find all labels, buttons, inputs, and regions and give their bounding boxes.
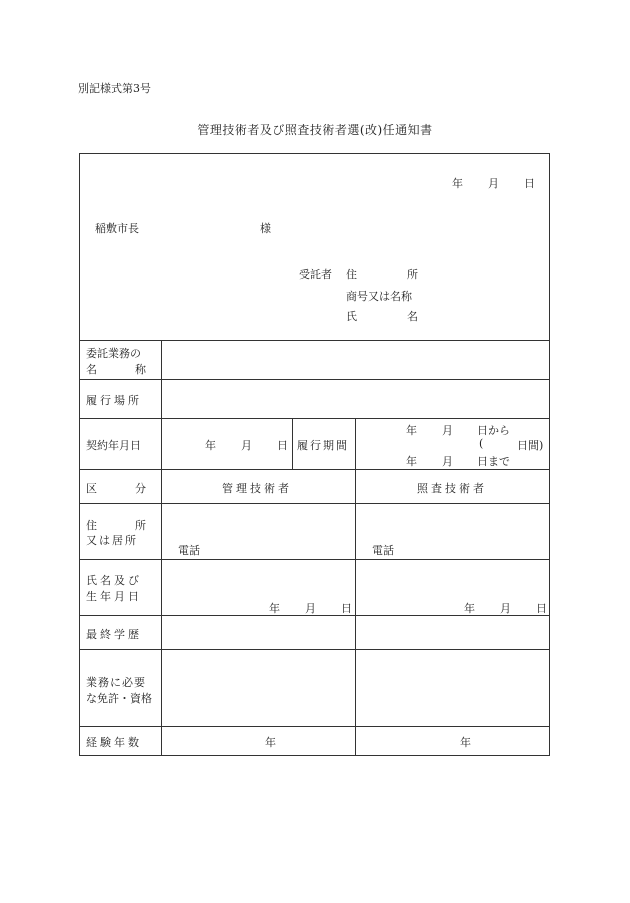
contract-year-label: 年 [205,439,216,452]
checker-experience-unit: 年 [460,736,471,749]
contractor-name-label: 氏 名 [346,310,418,323]
manager-birth-month: 月 [305,602,316,615]
period-from-suffix: 日から [477,424,510,437]
contract-day-label: 日 [277,439,288,452]
period-from-year: 年 [406,424,417,437]
work-name-label-line2: 名 称 [86,363,146,376]
manager-phone-label: 電話 [178,544,200,557]
contractor-label: 受託者 [299,268,332,281]
manager-heading: 管理技術者 [222,482,292,495]
period-label: 履行期間 [297,439,349,452]
row-divider [80,469,549,470]
period-days-open: ( [479,437,484,450]
contract-month-label: 月 [241,439,252,452]
name-birth-label-line2: 生年月日 [86,590,142,603]
contract-date-label: 契約年月日 [86,439,141,452]
date-day-label: 日 [524,177,535,190]
checker-birth-month: 月 [500,602,511,615]
period-days-suffix: 日間) [517,439,544,452]
notification-form [79,153,550,756]
addressee: 稲敷市長 [95,222,139,235]
place-label: 履行場所 [86,394,142,407]
work-name-label-line1: 委託業務の [86,347,141,360]
row-divider [80,340,549,341]
manager-birth-year: 年 [269,602,280,615]
column-divider [292,418,293,469]
row-divider [80,503,549,504]
date-month-label: 月 [488,177,499,190]
engineer-column-divider [355,469,356,755]
row-divider [80,418,549,419]
document-title: 管理技術者及び照査技術者選(改)任通知書 [197,123,433,137]
experience-label: 経験年数 [86,736,142,749]
contractor-address-label: 住 所 [346,268,418,281]
date-year-label: 年 [452,177,463,190]
period-to-year: 年 [406,455,417,468]
period-from-month: 月 [442,424,453,437]
checker-phone-label: 電話 [372,544,394,557]
manager-experience-unit: 年 [265,736,276,749]
checker-heading: 照査技術者 [417,482,487,495]
row-divider [80,649,549,650]
form-number: 別記様式第3号 [78,82,151,95]
category-label: 区 分 [86,482,146,495]
education-label: 最終学歴 [86,628,142,641]
license-label-line1: 業務に必要 [86,676,146,689]
row-divider [80,559,549,560]
residence-label-line1: 住 所 [86,519,146,532]
column-divider [355,418,356,469]
label-column-divider [161,340,162,755]
honorific: 様 [260,222,271,235]
contractor-company-label: 商号又は名称 [346,290,412,303]
residence-label-line2: 又は居所 [86,534,138,547]
row-divider [80,379,549,380]
name-birth-label-line1: 氏名及び [86,574,142,587]
license-label-line2: な免許・資格 [86,692,152,705]
checker-birth-year: 年 [464,602,475,615]
period-to-suffix: 日まで [477,455,510,468]
row-divider [80,726,549,727]
checker-birth-day: 日 [536,602,547,615]
manager-birth-day: 日 [341,602,352,615]
period-to-month: 月 [442,455,453,468]
